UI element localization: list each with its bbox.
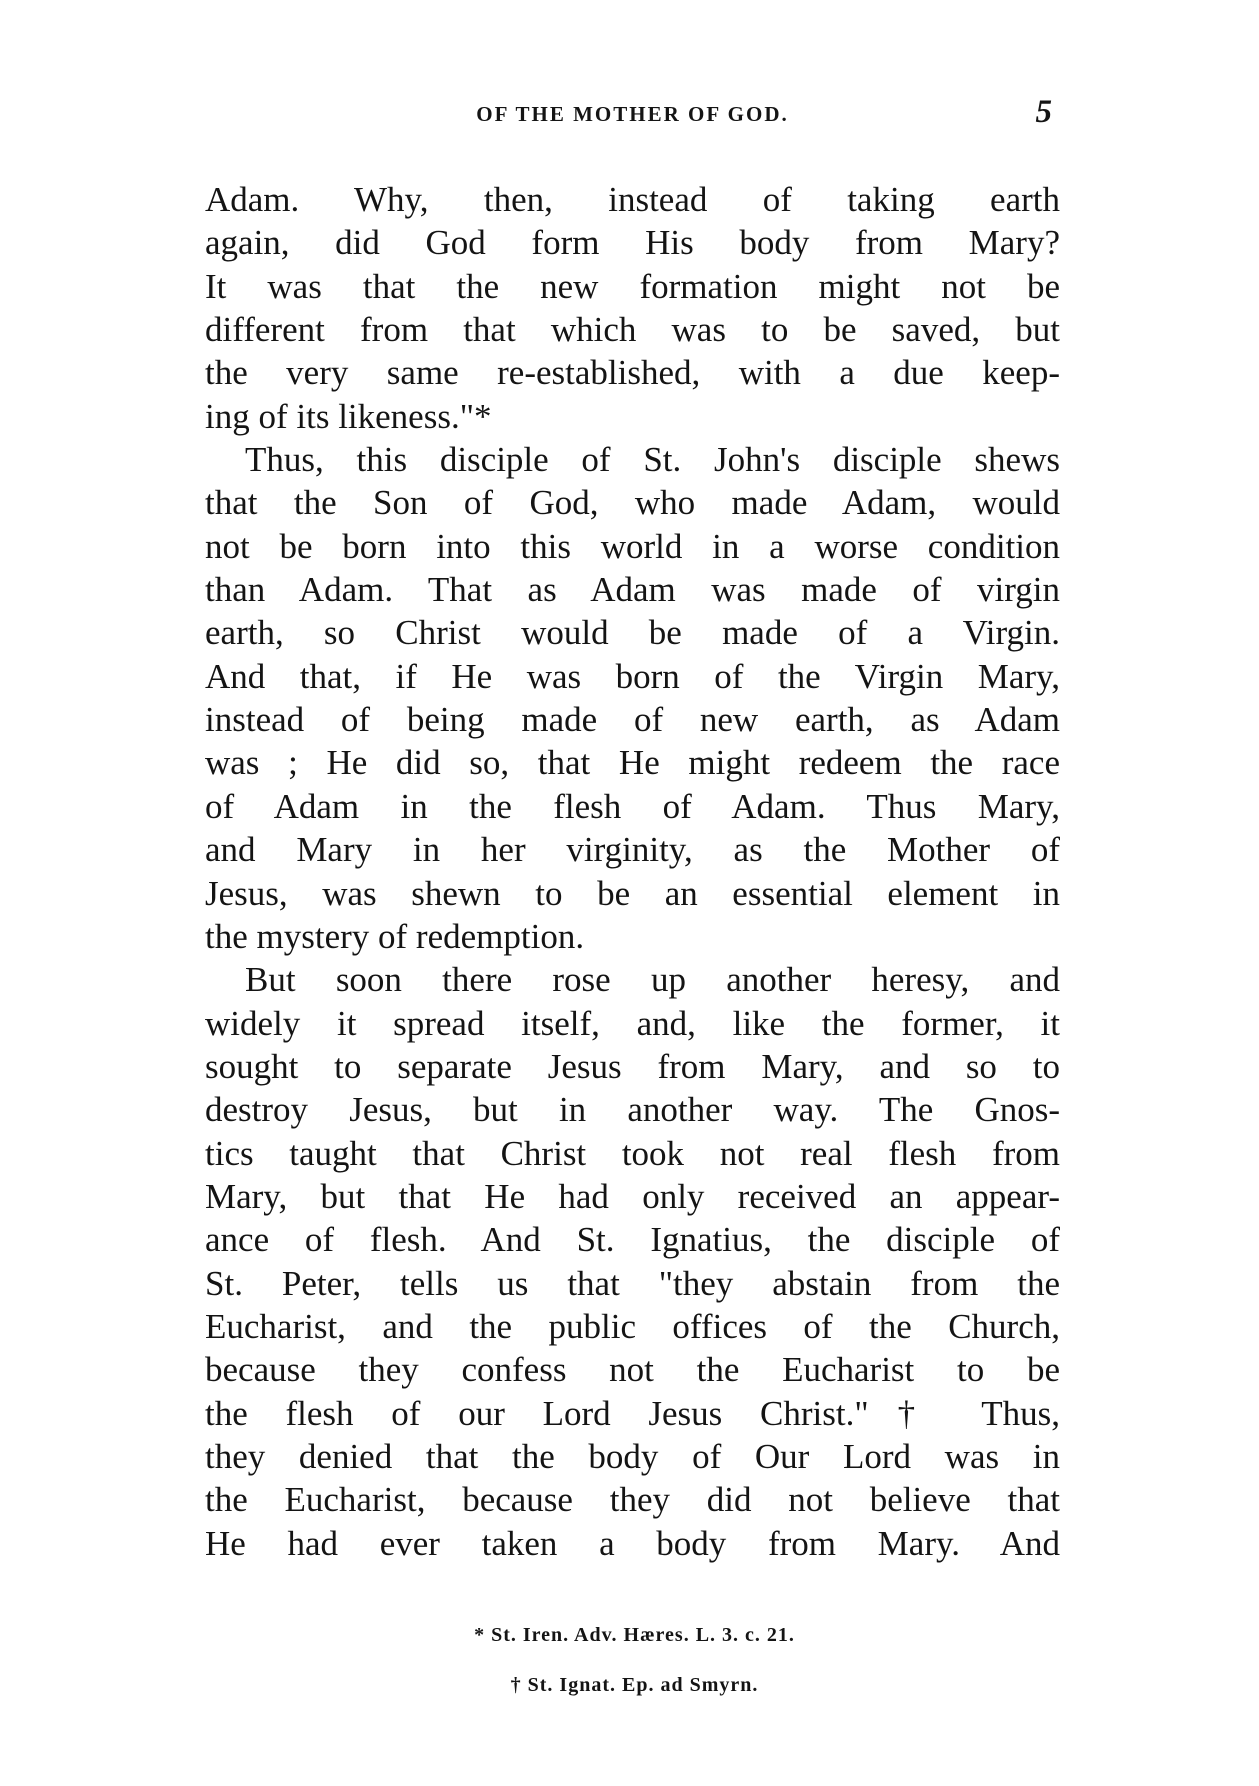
text-line: He had ever taken a body from Mary. And — [205, 1523, 1060, 1563]
text-line: the Eucharist, because they did not believe that — [205, 1480, 1060, 1520]
text-line: ing of its likeness."* — [205, 396, 492, 436]
text-line: St. Peter, tells us that "they abstain from the — [205, 1263, 1060, 1303]
text-line: not be born into this world in a worse condition — [205, 526, 1060, 566]
text-line: and Mary in her virginity, as the Mother of — [205, 830, 1060, 870]
text-line: Eucharist, and the public offices of the Church, — [205, 1306, 1060, 1346]
text-line: again, did God form His body from Mary? — [205, 223, 1060, 263]
text-line: Adam. Why, then, instead of taking earth — [205, 180, 1060, 219]
footnotes — [205, 1620, 1060, 1720]
text-line: different from that which was to be saved, but — [205, 310, 1060, 350]
running-head — [205, 94, 1060, 134]
text-line: widely it spread itself, and, like the former, it — [205, 1003, 1060, 1043]
footnote-ignatius: † St. Ignat. Ep. ad Smyrn. — [510, 1674, 759, 1696]
text-line: destroy Jesus, but in another way. The Gnos- — [205, 1090, 1060, 1130]
text-line: earth, so Christ would be made of a Virgin. — [205, 613, 1060, 653]
text-line: the flesh of our Lord Jesus Christ."† Thus, — [205, 1393, 1060, 1433]
text-line: because they confess not the Eucharist to be — [205, 1350, 1060, 1390]
text-line: Jesus, was shewn to be an essential element in — [205, 873, 1060, 913]
text-line: tics taught that Christ took not real flesh from — [205, 1133, 1060, 1173]
paragraph-start-line: But soon there rose up another heresy, and — [245, 960, 1060, 1000]
body-text — [205, 178, 1060, 1565]
running-title: OF THE MOTHER OF GOD. — [476, 102, 789, 126]
text-line: of Adam in the flesh of Adam. Thus Mary, — [205, 786, 1060, 826]
text-line: sought to separate Jesus from Mary, and so to — [205, 1046, 1060, 1086]
paragraph-start-line: Thus, this disciple of St. John's disciple shews — [245, 440, 1060, 480]
text-line: ance of flesh. And St. Ignatius, the disciple of — [205, 1220, 1060, 1260]
text-line: that the Son of God, who made Adam, would — [205, 483, 1060, 523]
text-line: was ; He did so, that He might redeem the race — [205, 743, 1060, 783]
text-line: Mary, but that He had only received an appear- — [205, 1176, 1060, 1216]
text-line: And that, if He was born of the Virgin Mary, — [205, 656, 1060, 696]
text-line: they denied that the body of Our Lord was in — [205, 1436, 1060, 1476]
text-line: the very same re-established, with a due keep- — [205, 353, 1060, 393]
text-line: the mystery of redemption. — [205, 916, 585, 956]
page-number: 5 — [1035, 94, 1052, 130]
text-line: than Adam. That as Adam was made of virgin — [205, 570, 1060, 610]
text-line: It was that the new formation might not be — [205, 266, 1060, 306]
text-line: instead of being made of new earth, as Adam — [205, 700, 1060, 740]
footnote-irenaeus: * St. Iren. Adv. Hæres. L. 3. c. 21. — [474, 1624, 795, 1646]
